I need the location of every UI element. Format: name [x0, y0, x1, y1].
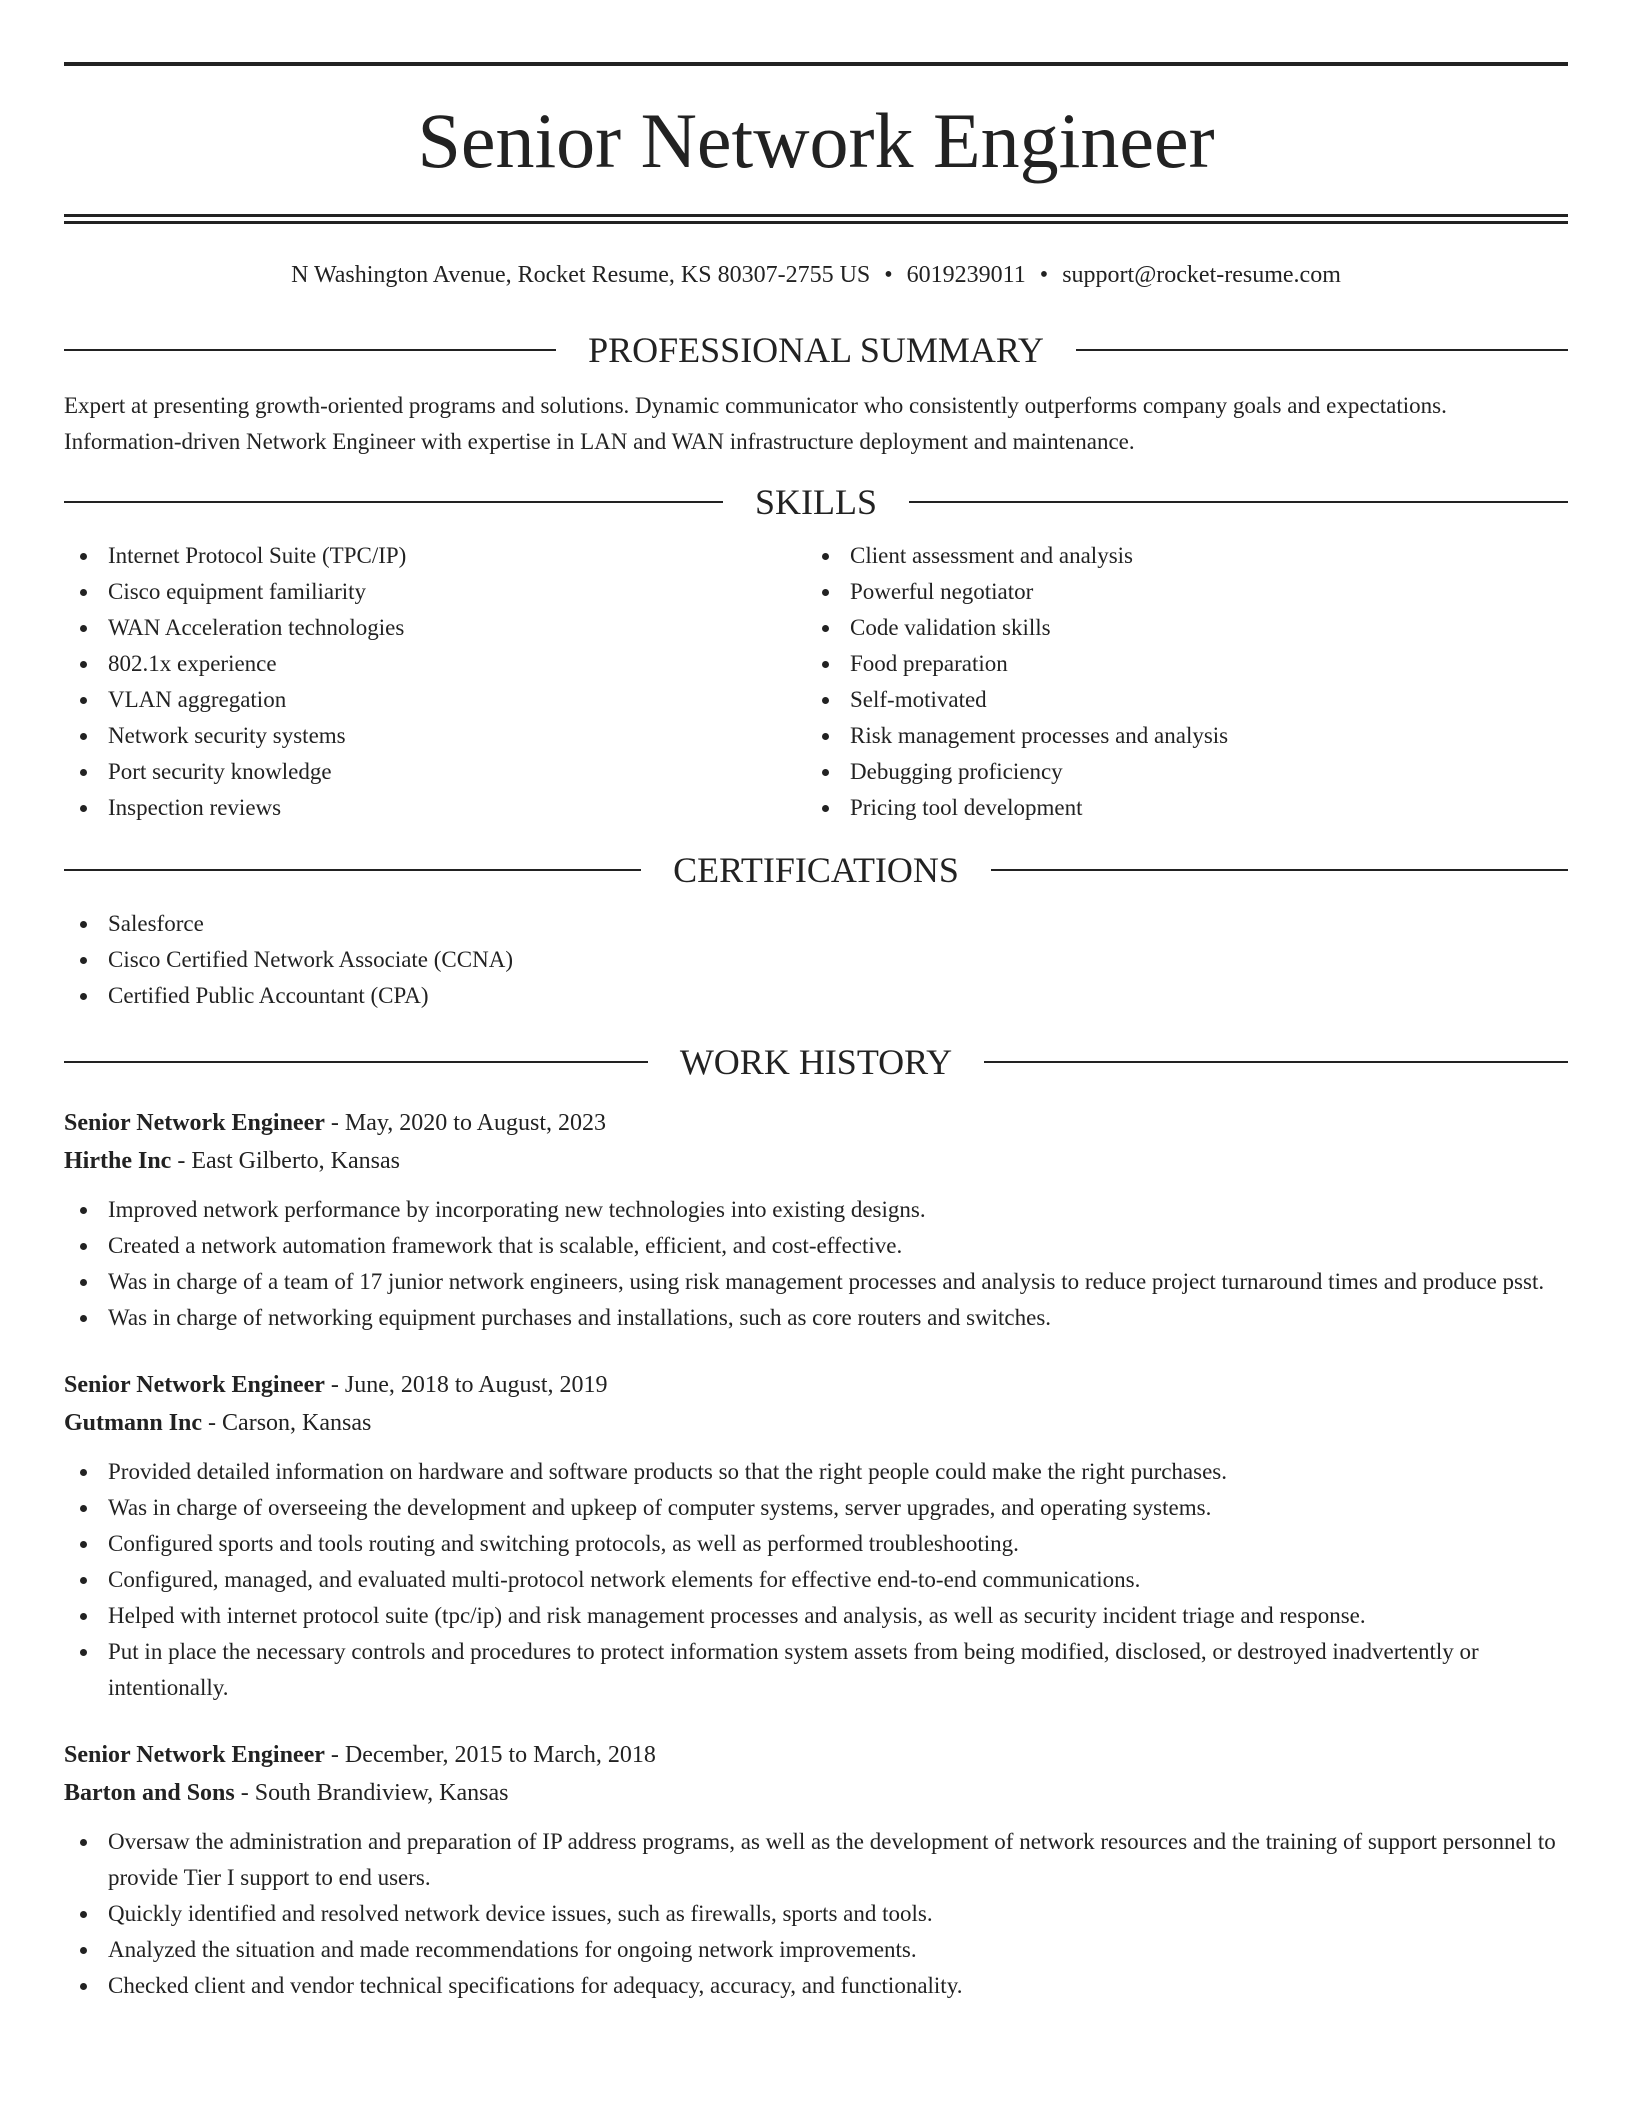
job-duty-item	[64, 1634, 1568, 1706]
job-title: Senior Network Engineer	[64, 1742, 325, 1768]
bullet-dot	[80, 1983, 87, 1990]
section-divider	[991, 869, 1568, 871]
certification-item-text: Cisco Certified Network Associate (CCNA)	[108, 947, 513, 972]
job-company-line	[64, 1774, 1568, 1812]
contact-email: support@rocket-resume.com	[1062, 262, 1341, 288]
skill-item	[64, 718, 806, 754]
bullet-dot	[80, 1469, 87, 1476]
skill-item	[64, 682, 806, 718]
job-duty-item	[64, 1490, 1568, 1526]
skills-column-left	[64, 538, 806, 826]
skill-item	[64, 574, 806, 610]
section-title: PROFESSIONAL SUMMARY	[588, 330, 1044, 370]
contact-phone: 6019239011	[906, 262, 1026, 288]
job-duty-item-text: Was in charge of overseeing the development and upkeep of computer systems, server upgrades, and operating systems.	[108, 1495, 1212, 1520]
job-duty-item	[64, 1264, 1568, 1300]
job-duty-item	[64, 1896, 1568, 1932]
skill-item-text: Inspection reviews	[108, 795, 282, 820]
skill-item	[806, 790, 1548, 826]
section-divider	[64, 869, 641, 871]
job-title: Senior Network Engineer	[64, 1110, 325, 1136]
job-location: - East Gilberto, Kansas	[171, 1148, 400, 1174]
bullet-dot	[80, 661, 87, 668]
title-double-rule	[64, 214, 1568, 224]
contact-separator: •	[1039, 262, 1049, 288]
skill-item	[64, 646, 806, 682]
skills-list-left	[64, 538, 806, 826]
skill-item-text: Pricing tool development	[850, 795, 1083, 820]
section-divider	[64, 349, 556, 351]
skill-item	[64, 790, 806, 826]
skill-item-text: Code validation skills	[850, 615, 1051, 640]
job-duties-list	[64, 1824, 1568, 2004]
work-history	[64, 1104, 1568, 2004]
job-duty-item-text: Put in place the necessary controls and procedures to protect information system assets from being modified, disclosed, or destroyed inadvertently or intentionally.	[108, 1639, 1479, 1700]
skill-item-text: WAN Acceleration technologies	[108, 615, 405, 640]
job-duty-item-text: Configured sports and tools routing and switching protocols, as well as performed troubleshooting.	[108, 1531, 1019, 1556]
skill-item	[806, 574, 1548, 610]
bullet-dot	[80, 1577, 87, 1584]
job-duty-item	[64, 1562, 1568, 1598]
certification-item	[64, 942, 1568, 978]
bullet-dot	[80, 733, 87, 740]
resume-title: Senior Network Engineer	[417, 97, 1215, 184]
section-header-skills	[64, 482, 1568, 522]
job-location: - South Brandiview, Kansas	[234, 1780, 509, 1806]
job-duty-item	[64, 1598, 1568, 1634]
bullet-dot	[80, 1541, 87, 1548]
bullet-dot	[80, 957, 87, 964]
skill-item-text: Cisco equipment familiarity	[108, 579, 367, 604]
job-company: Barton and Sons	[64, 1780, 235, 1806]
job-duty-item-text: Created a network automation framework that is scalable, efficient, and cost-effective.	[108, 1233, 903, 1258]
job-entry	[64, 1736, 1568, 2004]
bullet-dot	[80, 1505, 87, 1512]
resume-page	[64, 62, 1568, 2004]
job-dates: - June, 2018 to August, 2019	[324, 1372, 608, 1398]
bullet-dot	[80, 805, 87, 812]
job-duty-item-text: Improved network performance by incorporating new technologies into existing designs.	[108, 1197, 926, 1222]
section-divider	[1076, 349, 1568, 351]
bullet-dot	[80, 1243, 87, 1250]
bullet-dot	[80, 1613, 87, 1620]
job-company-line	[64, 1404, 1568, 1442]
bullet-dot	[80, 1207, 87, 1214]
bullet-dot	[80, 1911, 87, 1918]
job-dates: - December, 2015 to March, 2018	[324, 1742, 656, 1768]
job-duty-item-text: Provided detailed information on hardware and software products so that the right people could make the right purchases.	[108, 1459, 1228, 1484]
contact-line	[64, 260, 1568, 290]
skills-columns	[64, 538, 1568, 826]
job-duty-item	[64, 1932, 1568, 1968]
bullet-dot	[80, 921, 87, 928]
section-header-summary	[64, 330, 1568, 370]
skill-item-text: 802.1x experience	[108, 651, 277, 676]
section-divider	[64, 501, 723, 503]
job-duty-item	[64, 1228, 1568, 1264]
skill-item	[806, 646, 1548, 682]
section-title: WORK HISTORY	[679, 1042, 953, 1082]
job-entry	[64, 1104, 1568, 1336]
bullet-dot	[80, 769, 87, 776]
job-duty-item-text: Helped with internet protocol suite (tpc/ip) and risk management processes and analysis, as well as security incident triage and response.	[108, 1603, 1366, 1628]
skill-item-text: Risk management processes and analysis	[850, 723, 1229, 748]
skill-item	[64, 538, 806, 574]
skills-list-right	[806, 538, 1548, 826]
bullet-dot	[80, 993, 87, 1000]
bullet-dot	[80, 553, 87, 560]
bullet-dot	[80, 1279, 87, 1286]
job-duty-item	[64, 1454, 1568, 1490]
skill-item	[806, 610, 1548, 646]
job-duty-item-text: Quickly identified and resolved network device issues, such as firewalls, sports and tools.	[108, 1901, 933, 1926]
bullet-dot	[822, 553, 829, 560]
section-header-work-history	[64, 1042, 1568, 1082]
contact-address: N Washington Avenue, Rocket Resume, KS 80307-2755 US	[291, 262, 871, 288]
skill-item-text: Client assessment and analysis	[850, 543, 1133, 568]
job-title: Senior Network Engineer	[64, 1372, 325, 1398]
job-location: - Carson, Kansas	[202, 1410, 372, 1436]
bullet-dot	[822, 589, 829, 596]
bullet-dot	[80, 1947, 87, 1954]
skill-item-text: Network security systems	[108, 723, 346, 748]
skill-item	[806, 754, 1548, 790]
skill-item-text: Port security knowledge	[108, 759, 332, 784]
job-duties-list	[64, 1192, 1568, 1336]
job-title-line	[64, 1736, 1568, 1774]
section-header-certifications	[64, 850, 1568, 890]
summary-text: Expert at presenting growth-oriented programs and solutions. Dynamic communicator who consistently outperforms company goals and expectations. Information-driven Network Engineer with expertise in LAN and WAN infrastructure deployment and maintenance.	[64, 393, 1447, 454]
job-duty-item-text: Analyzed the situation and made recommendations for ongoing network improvements.	[108, 1937, 917, 1962]
skill-item	[806, 538, 1548, 574]
certification-item	[64, 978, 1568, 1014]
skills-column-right	[806, 538, 1548, 826]
bullet-dot	[80, 1839, 87, 1846]
job-duty-item-text: Oversaw the administration and preparation of IP address programs, as well as the development of network resources and the training of support personnel to provide Tier I support to end users.	[108, 1829, 1556, 1890]
section-divider	[64, 1061, 648, 1063]
job-duty-item	[64, 1192, 1568, 1228]
job-title-line	[64, 1104, 1568, 1142]
job-entry	[64, 1366, 1568, 1706]
bullet-dot	[822, 697, 829, 704]
skill-item-text: Food preparation	[850, 651, 1008, 676]
bullet-dot	[80, 697, 87, 704]
skill-item-text: Internet Protocol Suite (TPC/IP)	[108, 543, 407, 568]
skill-item-text: VLAN aggregation	[108, 687, 287, 712]
job-company-line	[64, 1142, 1568, 1180]
bullet-dot	[80, 1315, 87, 1322]
section-title: CERTIFICATIONS	[673, 850, 959, 890]
job-duty-item	[64, 1526, 1568, 1562]
certifications-list	[64, 906, 1568, 1014]
job-dates: - May, 2020 to August, 2023	[324, 1110, 606, 1136]
bullet-dot	[80, 589, 87, 596]
section-divider	[909, 501, 1568, 503]
bullet-dot	[822, 733, 829, 740]
bullet-dot	[822, 625, 829, 632]
certifications	[64, 906, 1568, 1014]
bullet-dot	[822, 661, 829, 668]
skill-item	[806, 682, 1548, 718]
bullet-dot	[822, 805, 829, 812]
job-duty-item-text: Configured, managed, and evaluated multi-protocol network elements for effective end-to-end communications.	[108, 1567, 1141, 1592]
skill-item-text: Self-motivated	[850, 687, 987, 712]
job-duty-item	[64, 1968, 1568, 2004]
job-company: Gutmann Inc	[64, 1410, 203, 1436]
job-duty-item	[64, 1300, 1568, 1336]
skill-item	[806, 718, 1548, 754]
job-duties-list	[64, 1454, 1568, 1706]
bullet-dot	[80, 1649, 87, 1656]
skill-item	[64, 754, 806, 790]
job-company: Hirthe Inc	[64, 1148, 172, 1174]
bullet-dot	[822, 769, 829, 776]
certification-item-text: Salesforce	[108, 911, 204, 936]
contact-separator: •	[884, 262, 893, 288]
job-duty-item-text: Was in charge of a team of 17 junior network engineers, using risk management processes and analysis to reduce project turnaround times and produce psst.	[108, 1269, 1545, 1294]
section-divider	[984, 1061, 1568, 1063]
certification-item-text: Certified Public Accountant (CPA)	[108, 983, 429, 1008]
job-duty-item-text: Checked client and vendor technical specifications for adequacy, accuracy, and functionality.	[108, 1973, 963, 1998]
certification-item	[64, 906, 1568, 942]
skill-item-text: Debugging proficiency	[850, 759, 1063, 784]
job-duty-item	[64, 1824, 1568, 1896]
skill-item-text: Powerful negotiator	[850, 579, 1034, 604]
section-title: SKILLS	[755, 482, 878, 522]
skill-item	[64, 610, 806, 646]
job-duty-item-text: Was in charge of networking equipment purchases and installations, such as core routers and switches.	[108, 1305, 1052, 1330]
bullet-dot	[80, 625, 87, 632]
job-title-line	[64, 1366, 1568, 1404]
